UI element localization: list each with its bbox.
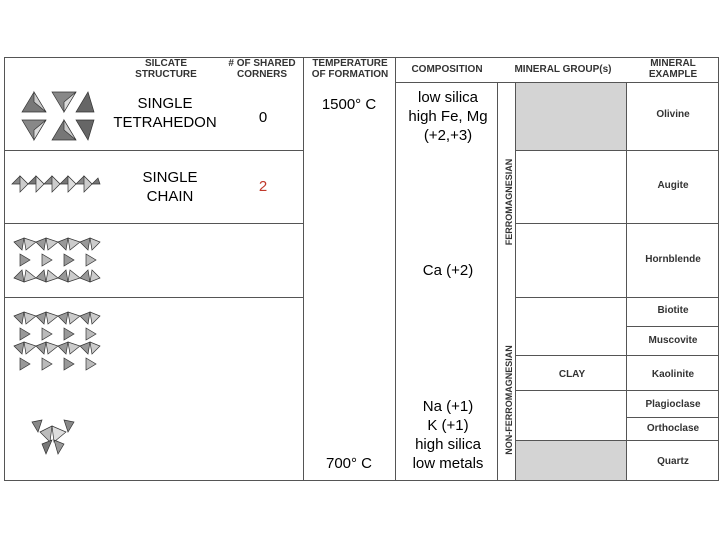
mineral-line-6	[515, 390, 718, 391]
mineral-orthoclase: Orthoclase	[646, 423, 700, 434]
row-name-single-tetrahedon: SINGLE TETRAHEDON	[113, 95, 217, 131]
mineral-line-7	[626, 417, 718, 418]
row-line-2	[4, 223, 303, 224]
quartz-shaded-cell	[516, 441, 626, 480]
temperature-low: 700° C	[325, 455, 373, 472]
framework-illustration	[28, 418, 78, 456]
mineral-hornblende: Hornblende	[645, 254, 701, 265]
header-example: MINERAL EXAMPLE	[648, 58, 698, 80]
sheet-illustration	[10, 310, 102, 374]
group-nonferromagnesian: NON-FERROMAGNESIAN	[504, 345, 514, 455]
row-line-3	[4, 297, 303, 298]
mineral-quartz: Quartz	[657, 456, 689, 467]
mineral-line-1	[515, 150, 718, 151]
header-structure: SILCATE STRUCTURE	[135, 58, 197, 80]
mineral-line-3	[515, 297, 718, 298]
composition-middle: Ca (+2)	[422, 262, 474, 279]
col-line-temp-left	[303, 57, 304, 481]
single-tetrahedron-illustration	[18, 88, 96, 146]
header-group: MINERAL GROUP(s)	[514, 64, 612, 75]
row-line-1	[4, 150, 303, 151]
mineral-olivine: Olivine	[656, 109, 690, 120]
mineral-line-5	[515, 355, 718, 356]
group-ferromagnesian: FERROMAGNESIAN	[504, 158, 514, 246]
mineral-muscovite: Muscovite	[648, 335, 698, 346]
corners-single-tetrahedon: 0	[258, 109, 268, 126]
mineral-line-4	[626, 326, 718, 327]
mineral-line-2	[515, 223, 718, 224]
mineral-augite: Augite	[657, 180, 689, 191]
composition-top: low silica high Fe, Mg (+2,+3)	[408, 89, 488, 144]
mineral-plagioclase: Plagioclase	[645, 399, 701, 410]
mineral-biotite: Biotite	[657, 305, 689, 316]
single-chain-illustration	[10, 172, 102, 196]
double-chain-illustration	[10, 236, 102, 284]
composition-bottom: Na (+1) K (+1) high silica low metals	[412, 398, 484, 472]
row-name-single-chain: SINGLE CHAIN	[142, 169, 198, 205]
col-line-right	[718, 57, 719, 481]
col-line-example-left	[626, 82, 627, 481]
temperature-high: 1500° C	[321, 96, 377, 113]
header-temperature: TEMPERATURE OF FORMATION	[311, 58, 389, 80]
col-line-structure	[4, 57, 5, 481]
group-clay: CLAY	[558, 369, 586, 380]
ferro-shaded-cell	[516, 83, 626, 150]
mineral-kaolinite: Kaolinite	[651, 369, 695, 380]
header-composition: COMPOSITION	[411, 64, 483, 75]
table-bottom-rule	[4, 480, 718, 481]
header-corners: # OF SHARED CORNERS	[228, 58, 296, 80]
corners-single-chain: 2	[258, 178, 268, 195]
